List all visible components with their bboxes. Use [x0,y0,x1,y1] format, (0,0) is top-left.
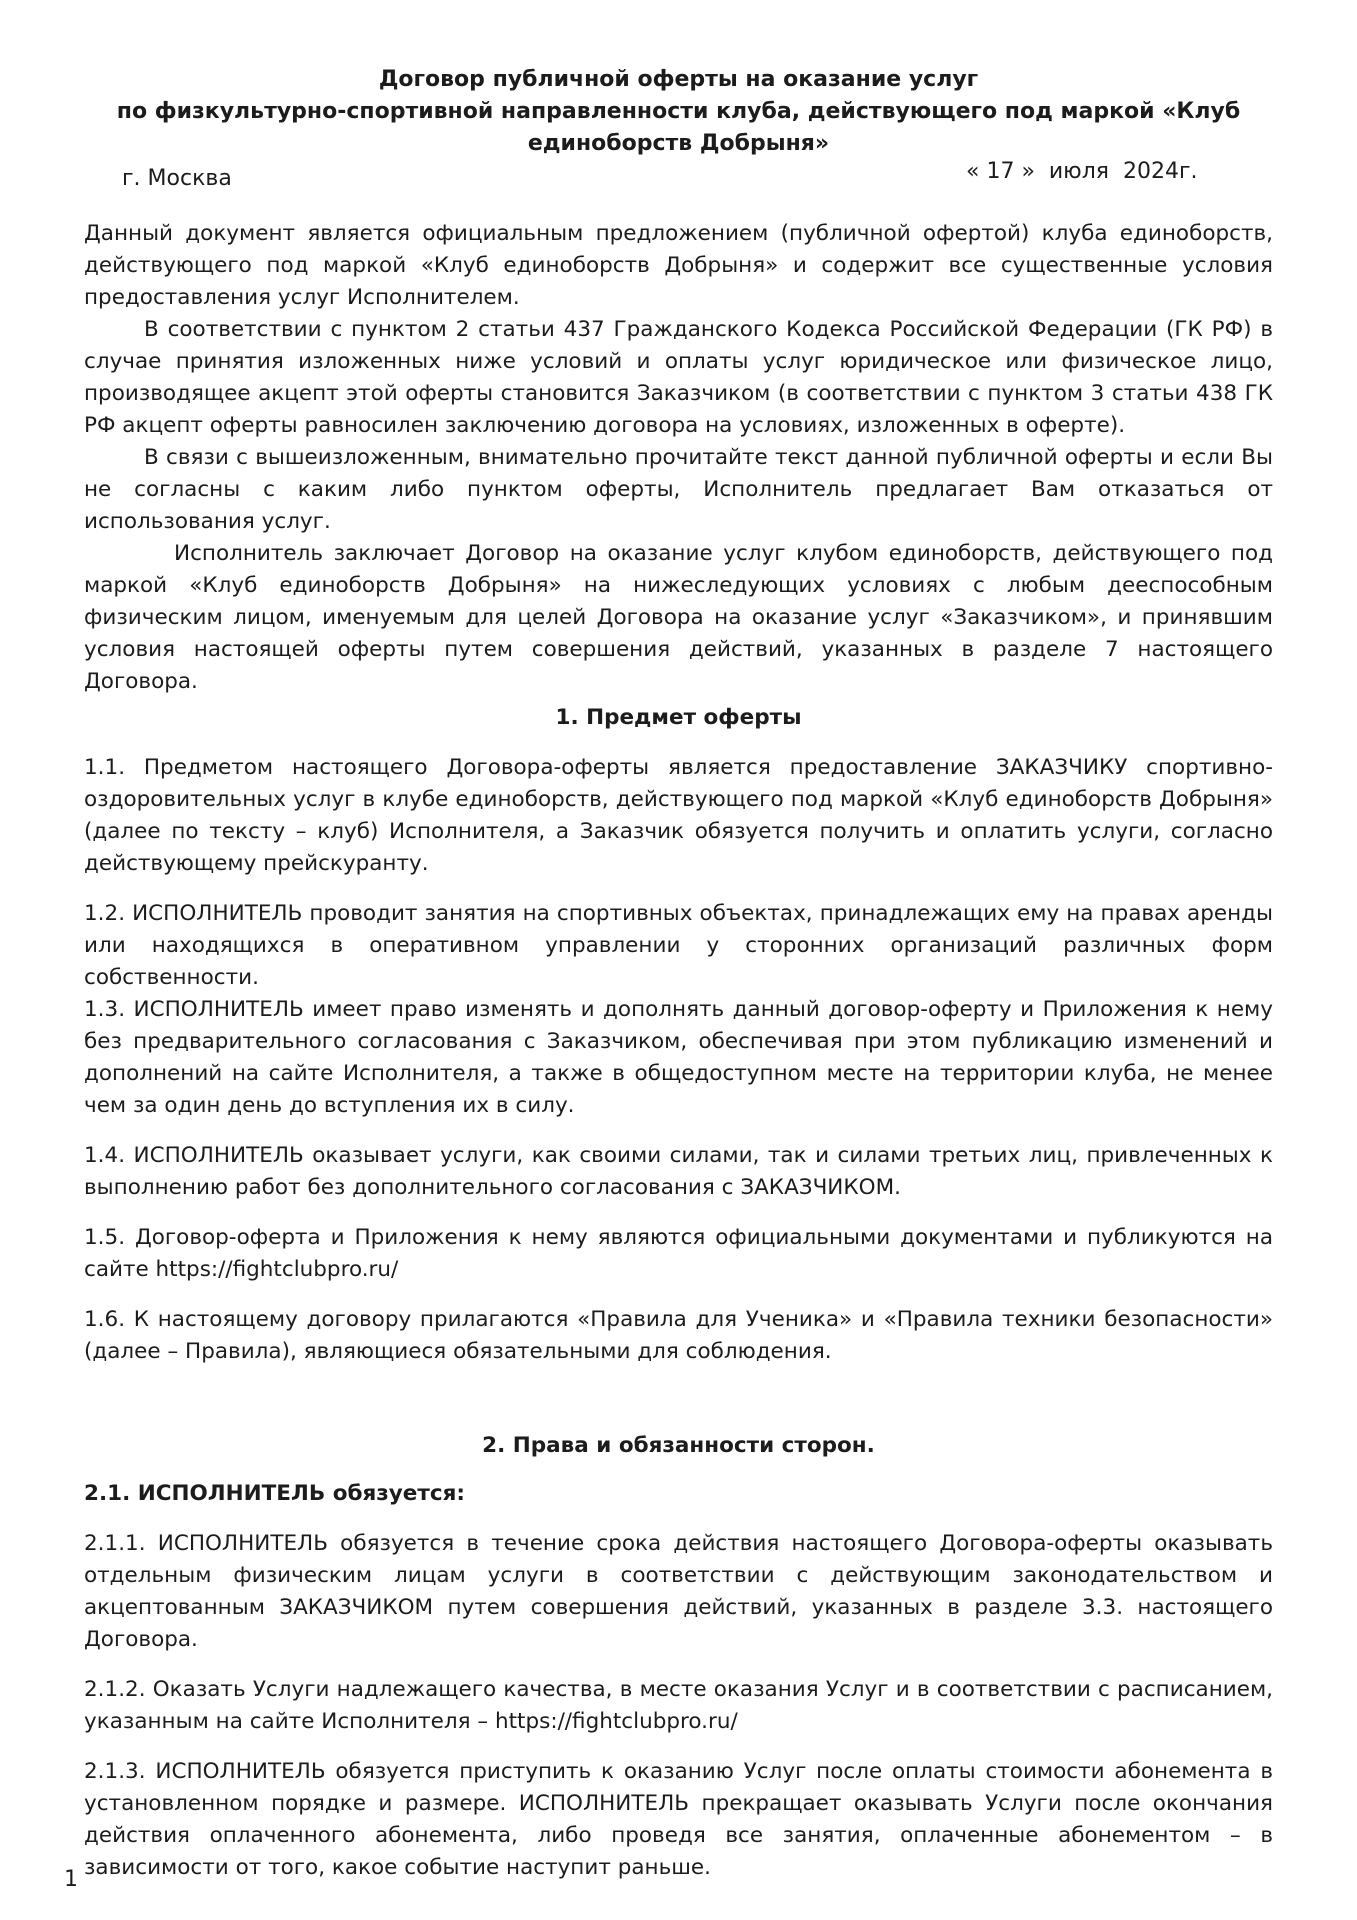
intro-paragraph: Исполнитель заключает Договор на оказание услуг клубом единоборств, действующего под маркой «Клуб единоборств Добрыня» на нижеследующих условиях с любым дееспособным физическим лицом, именуемым для целей Договора на оказание услуг «Заказчиком», и принявшим условия настоящей оферты путем совершения действий, указанных в разделе 7 настоящего Договора. [84,541,1273,694]
intro-paragraph: Данный документ является официальным предложением (публичной офертой) клуба единоборств, действующего под маркой «Клуб единоборств Добрыня» и содержит все существенные условия предоставления услуг Исполнителем. [84,221,1273,310]
intro-paragraph: В соответствии с пунктом 2 статьи 437 Гражданского Кодекса Российской Федерации (ГК РФ) в случае принятия изложенных ниже условий и оплаты услуг юридическое или физическое лицо, производящее акцепт этой оферты становится Заказчиком (в соответствии с пунктом 3 статьи 438 ГК РФ акцепт оферты равносилен заключению договора на условиях, изложенных в оферте). [84,317,1273,438]
clause-1-2: 1.2. ИСПОЛНИТЕЛЬ проводит занятия на спортивных объектах, принадлежащих ему на правах аренды или находящихся в оперативном управлении у сторонних организаций различных форм собственности. [84,901,1273,990]
document-title [84,64,1273,160]
section-2-heading: 2. Права и обязанности сторон. [482,1433,875,1458]
title-line-2: по физкультурно-спортивной направленности клуба, действующего под маркой «Клуб единоборств Добрыня» [116,99,1241,156]
document-city: г. Москва [122,166,232,191]
section-2-1-subheading: 2.1. ИСПОЛНИТЕЛЬ обязуется: [84,1481,465,1506]
document-date: « 17 » июля 2024г. [966,159,1198,184]
clause-1-5: 1.5. Договор-оферта и Приложения к нему являются официальными документами и публикуются на сайте https://fightclubpro.ru/ [84,1225,1273,1282]
title-line-1: Договор публичной оферты на оказание услуг [378,67,979,92]
document-body [84,218,1273,1884]
clause-1-1: 1.1. Предметом настоящего Договора-оферты является предоставление ЗАКАЗЧИКУ спортивно-оздоровительных услуг в клубе единоборств, действующего под маркой «Клуб единоборств Добрыня» (далее по тексту – клуб) Исполнителя, а Заказчик обязуется получить и оплатить услуги, согласно действующему прейскуранту. [84,755,1273,876]
clause-2-1-2: 2.1.2. Оказать Услуги надлежащего качества, в месте оказания Услуг и в соответствии с расписанием, указанным на сайте Исполнителя – https://fightclubpro.ru/ [84,1677,1273,1734]
clause-1-6: 1.6. К настоящему договору прилагаются «Правила для Ученика» и «Правила техники безопасности» (далее – Правила), являющиеся обязательными для соблюдения. [84,1307,1273,1364]
clause-1-4: 1.4. ИСПОЛНИТЕЛЬ оказывает услуги, как своими силами, так и силами третьих лиц, привлеченных к выполнению работ без дополнительного согласования с ЗАКАЗЧИКОМ. [84,1143,1273,1200]
clause-2-1-3: 2.1.3. ИСПОЛНИТЕЛЬ обязуется приступить к оказанию Услуг после оплаты стоимости абонемента в установленном порядке и размере. ИСПОЛНИТЕЛЬ прекращает оказывать Услуги после окончания действия оплаченного абонемента, либо проведя все занятия, оплаченные абонементом – в зависимости от того, какое событие наступит раньше. [84,1759,1273,1880]
section-1-heading: 1. Предмет оферты [555,705,802,730]
clause-1-3: 1.3. ИСПОЛНИТЕЛЬ имеет право изменять и дополнять данный договор-оферту и Приложения к нему без предварительного согласования с Заказчиком, обеспечивая при этом публикацию изменений и дополнений на сайте Исполнителя, а также в общедоступном месте на территории клуба, не менее чем за один день до вступления их в силу. [84,997,1273,1118]
intro-paragraph: В связи с вышеизложенным, внимательно прочитайте текст данной публичной оферты и если Вы не согласны с каким либо пунктом оферты, Исполнитель предлагает Вам отказаться от использования услуг. [84,445,1273,534]
page-number: 1 [64,1867,78,1892]
clause-2-1-1: 2.1.1. ИСПОЛНИТЕЛЬ обязуется в течение срока действия настоящего Договора-оферты оказывать отдельным физическим лицам услуги в соответствии с действующим законодательством и акцептованным ЗАКАЗЧИКОМ путем совершения действий, указанных в разделе 3.3. настоящего Договора. [84,1531,1273,1652]
